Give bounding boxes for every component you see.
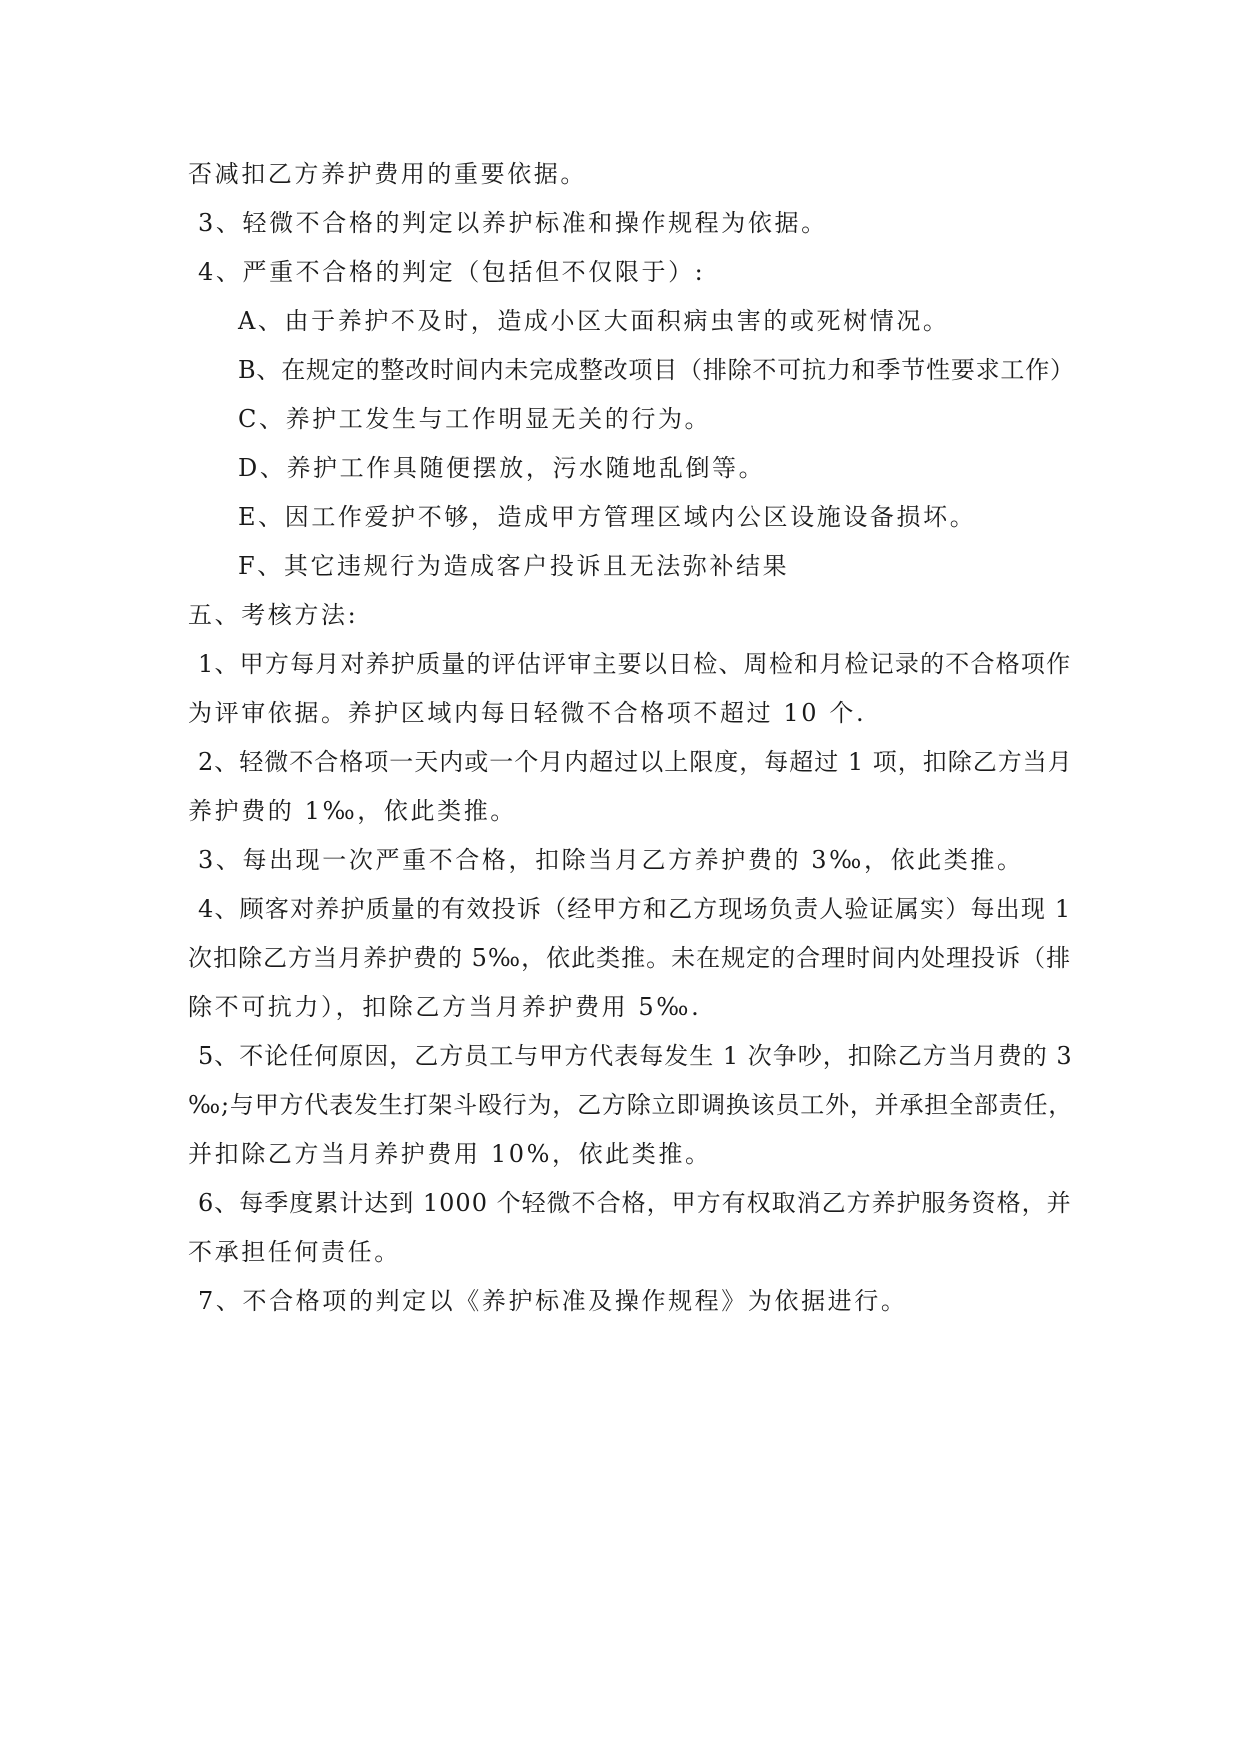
text-line: 6、每季度累计达到 1000 个轻微不合格，甲方有权取消乙方养护服务资格，并: [198, 1189, 1072, 1217]
text-line: 4、顾客对养护质量的有效投诉（经甲方和乙方现场负责人验证属实）每出现 1: [198, 895, 1072, 923]
text-line: C、养护工发生与工作明显无关的行为。: [238, 405, 712, 433]
section-heading: 五、考核方法:: [188, 601, 359, 629]
text-line: 并扣除乙方当月养护费用 10%，依此类推。: [188, 1140, 712, 1168]
text-line: F、其它违规行为造成客户投诉且无法弥补结果: [238, 552, 790, 580]
text-line: 3、轻微不合格的判定以养护标准和操作规程为依据。: [198, 209, 828, 237]
text-line: A、由于养护不及时，造成小区大面积病虫害的或死树情况。: [238, 307, 950, 335]
text-line: 除不可抗力），扣除乙方当月养护费用 5‰.: [188, 993, 702, 1021]
text-line: D、养护工作具随便摆放，污水随地乱倒等。: [238, 454, 766, 482]
text-line: 4、严重不合格的判定（包括但不仅限于）:: [198, 258, 706, 286]
text-line: E、因工作爱护不够，造成甲方管理区域内公区设施设备损坏。: [238, 503, 977, 531]
text-line: 2、轻微不合格项一天内或一个月内超过以上限度，每超过 1 项，扣除乙方当月: [198, 748, 1073, 776]
text-line: 养护费的 1‰，依此类推。: [188, 797, 517, 825]
text-line: 7、不合格项的判定以《养护标准及操作规程》为依据进行。: [198, 1287, 908, 1315]
text-line: 否减扣乙方养护费用的重要依据。: [188, 160, 587, 188]
text-line: 3、每出现一次严重不合格，扣除当月乙方养护费的 3‰，依此类推。: [198, 846, 1024, 874]
text-line: ‰;与甲方代表发生打架斗殴行为，乙方除立即调换该员工外，并承担全部责任，: [188, 1091, 1074, 1119]
text-line: 次扣除乙方当月养护费的 5‰，依此类推。未在规定的合理时间内处理投诉（排: [188, 944, 1072, 972]
text-line: 为评审依据。养护区域内每日轻微不合格项不超过 10 个.: [188, 699, 867, 727]
text-line: 5、不论任何原因，乙方员工与甲方代表每发生 1 次争吵，扣除乙方当月费的 3: [198, 1042, 1073, 1070]
text-line: B、在规定的整改时间内未完成整改项目（排除不可抗力和季节性要求工作）: [238, 356, 1075, 384]
text-line: 1、甲方每月对养护质量的评估评审主要以日检、周检和月检记录的不合格项作: [198, 650, 1072, 678]
text-line: 不承担任何责任。: [188, 1238, 401, 1266]
